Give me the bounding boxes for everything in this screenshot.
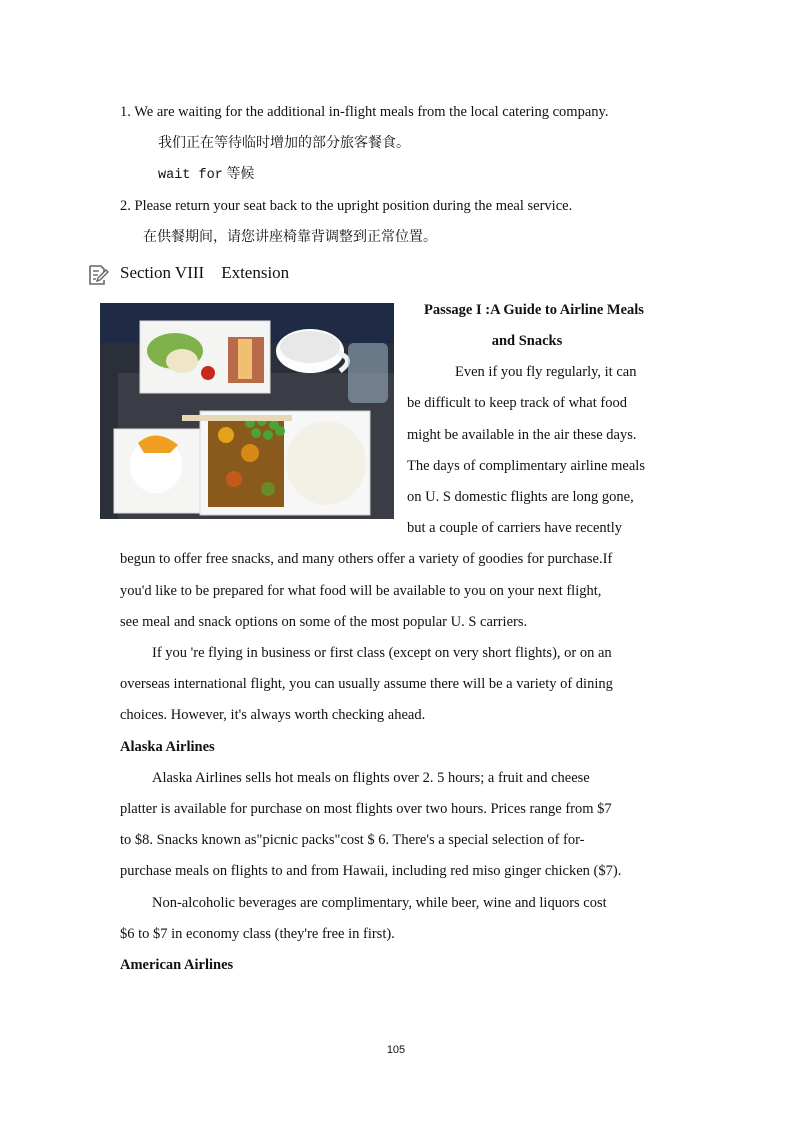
paragraph-line: begun to offer free snacks, and many others offer a variety of goodies for purchase.If: [120, 551, 613, 567]
paragraph-line: be difficult to keep track of what food: [407, 395, 627, 411]
list-item-2: [120, 196, 572, 216]
list-translation-1: 我们正在等待临时增加的部分旅客餐食。: [158, 135, 410, 151]
paragraph-line: Alaska Airlines sells hot meals on flights over 2. 5 hours; a fruit and cheese: [152, 770, 590, 786]
paragraph-line: Non-alcoholic beverages are complimentary, while beer, wine and liquors cost: [152, 895, 607, 911]
paragraph-line: purchase meals on flights to and from Hawaii, including red miso ginger chicken ($7).: [120, 863, 622, 879]
edit-note-icon: [86, 263, 110, 287]
paragraph-line: The days of complimentary airline meals: [407, 458, 645, 474]
list-item-1: [120, 102, 608, 122]
phrase-en: wait for: [158, 168, 223, 183]
paragraph-line: see meal and snack options on some of the most popular U. S carriers.: [120, 614, 528, 630]
paragraph-line: $6 to $7 in economy class (they're free in first).: [120, 926, 395, 942]
paragraph-line: overseas international flight, you can usually assume there will be a variety of dining: [120, 676, 613, 692]
list-text-en: Please return your seat back to the upright position during the meal service.: [134, 198, 573, 214]
paragraph-line: might be available in the air these days.: [407, 427, 637, 443]
list-number: 2.: [120, 198, 131, 214]
paragraph-line: Even if you fly regularly, it can: [455, 364, 637, 380]
paragraph-line: you'd like to be prepared for what food will be available to you on your next flight,: [120, 583, 602, 599]
list-text-en: We are waiting for the additional in-flight meals from the local catering company.: [134, 104, 609, 120]
passage-title-line-1: Passage I :A Guide to Airline Meals: [424, 302, 644, 318]
section-title: Section VIII Extension: [120, 263, 290, 282]
vocab-phrase: [158, 164, 254, 186]
paragraph-line: on U. S domestic flights are long gone,: [407, 489, 634, 505]
heading-alaska-airlines: Alaska Airlines: [120, 739, 215, 755]
paragraph-line: If you 're flying in business or first class (except on very short flights), or on an: [152, 645, 612, 661]
airline-meal-photo: [100, 303, 394, 519]
heading-american-airlines: American Airlines: [120, 957, 234, 973]
passage-title-line-2: and Snacks: [491, 333, 563, 349]
list-translation-2: 在供餐期间，请您讲座椅靠背调整到正常位置。: [143, 229, 437, 245]
list-number: 1.: [120, 104, 131, 120]
phrase-zh: 等候: [226, 166, 255, 182]
paragraph-line: choices. However, it's always worth checking ahead.: [120, 707, 426, 723]
page-number: 105: [386, 1044, 406, 1056]
paragraph-line: but a couple of carriers have recently: [407, 520, 622, 536]
paragraph-line: platter is available for purchase on most flights over two hours. Prices range from $7: [120, 801, 612, 817]
paragraph-line: to $8. Snacks known as"picnic packs"cost $ 6. There's a special selection of for-: [120, 832, 585, 848]
